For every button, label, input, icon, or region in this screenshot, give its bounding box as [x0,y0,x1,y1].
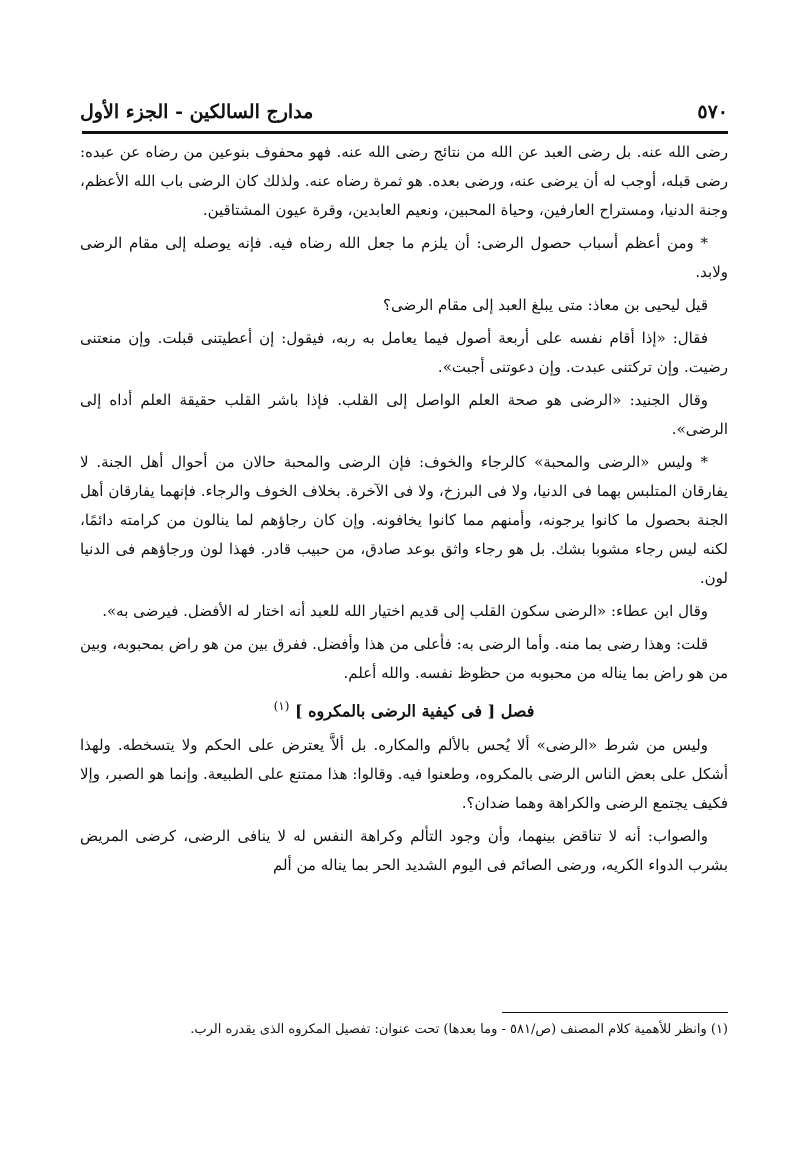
footnote-1: (١) وانظر للأهمية كلام المصنف (ص/٥٨١ - وما بعدها) تحت عنوان: تفصيل المكروه الذى يقدره الرب. [190,1022,728,1037]
paragraph-3: قيل ليحيى بن معاذ: متى يبلغ العبد إلى مقام الرضى؟ [383,296,708,314]
paragraph-5: وقال الجنيد: «الرضى هو صحة العلم الواصل إلى القلب. فإذا باشر القلب حقيقة العلم أداه إلى الرضى». [80,391,728,438]
paragraph-10: والصواب: أنه لا تناقض بينهما، وأن وجود التألم وكراهة النفس له لا ينافى الرضى، كرضى المريض بشرب الدواء الكريه، ورضى الصائم فى اليوم الشديد الحر بما يناله من ألم [80,827,728,875]
section-heading-text: فصل [ فى كيفية الرضى بالمكروه ] [294,701,535,721]
main-text [80,138,728,884]
section-heading [80,692,728,725]
paragraph-2: * ومن أعظم أسباب حصول الرضى: أن يلزم ما جعل الله رضاه فيه. فإنه يوصله إلى مقام الرضى ولابد. [80,234,728,281]
paragraph-4: فقال: «إذا أقام نفسه على أربعة أصول فيما يعامل به ربه، فيقول: إن أعطيتنى قبلت. وإن منعتنى رضيت. وإن تركتنى عبدت. وإن دعوتنى أجبت». [80,329,728,376]
running-header [80,96,728,128]
footnote-reference: (١) [273,699,290,713]
page-number: ٥٧٠ [697,101,728,123]
footnotes [80,1016,728,1043]
paragraph-1: رضى الله عنه. بل رضى العبد عن الله من نتائج رضى الله عنه. فهو محفوف بنوعين من رضاه عن عبده: رضى قبله، أوجب له أن يرضى عنه، ورضى بعده. هو ثمرة رضاه عنه. ولذلك كان الرضى باب الله الأعظم، وجنة الدنيا، ومستراح العارفين، وحياة المحبين، ونعيم العابدين، وقرة عيون المشتاقين. [80,143,728,219]
footnote-divider [502,1012,728,1013]
paragraph-7: وقال ابن عطاء: «الرضى سكون القلب إلى قديم اختيار الله للعبد أنه اختار له الأفضل. فيرضى به». [102,602,708,620]
book-title: مدارج السالكين - الجزء الأول [80,101,314,123]
paragraph-8: قلت: وهذا رضى بما منه. وأما الرضى به: فأعلى من هذا وأفضل. ففرق بين من هو راض بمحبوبه، وبين من هو راض بما يناله من محبوبه من حظوظ نفسه. والله أعلم. [80,635,728,682]
paragraph-6: * وليس «الرضى والمحبة» كالرجاء والخوف: فإن الرضى والمحبة حالان من أحوال أهل الجنة. لا يفارقان المتلبس بهما فى الدنيا، ولا فى البرزخ، ولا فى الآخرة. بخلاف الخوف والرجاء. فإنهما يفارقان أهل الجنة بحصول ما كانوا يرجونه، وأمنهم مما كانوا يخافونه. وإن كان رجاؤهم لما ينالون من كرامته دائمًا، لكنه ليس رجاء مشوبا بشك. بل هو رجاء واثق بوعد صادق، من حبيب قادر. فهذا لون ورجاؤهم فى الدنيا لون. [80,453,728,587]
header-divider [82,131,728,134]
paragraph-9: وليس من شرط «الرضى» ألا يُحس بالألم والمكاره. بل ألاَّ يعترض على الحكم ولا يتسخطه. ولهذا أشكل على بعض الناس الرضى بالمكروه، وطعنوا فيه. وقالوا: هذا ممتنع على الطبيعة. وإنما هو الصبر، وإلا فكيف يجتمع الرضى والكراهة وهما ضدان؟. [80,736,728,813]
